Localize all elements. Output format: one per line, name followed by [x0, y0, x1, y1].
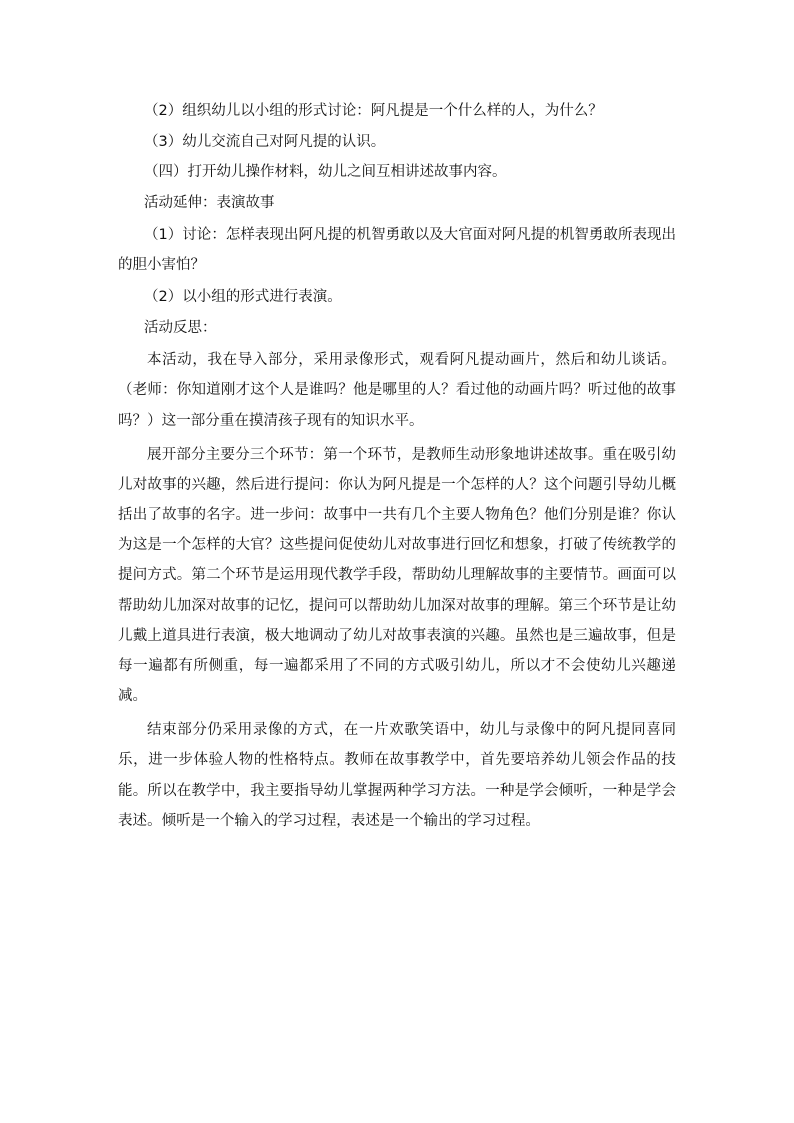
step-item-sharing: （3）幼儿交流自己对阿凡提的认识。 [144, 133, 386, 150]
reflection-paragraph-ending: 结束部分仍采用录像的方式，在一片欢歌笑语中，幼儿与录像中的阿凡提同喜同乐，进一步体验人物的性格特点。教师在故事教学中，首先要培养幼儿领会作品的技能。所以在教学中，我主要指导幼儿掌握两种学习方法。一种是学会倾听，一种是学会表述。倾听是一个输入的学习过程，表述是一个输出的学习过程。 [118, 722, 676, 829]
document-body [118, 98, 676, 840]
extension-discussion: （1）讨论：怎样表现出阿凡提的机智勇敢以及大官面对阿凡提的机智勇敢所表现出的胆小害怕？ [118, 227, 676, 274]
step-item-discussion: （2）组织幼儿以小组的形式讨论：阿凡提是一个什么样的人，为什么？ [144, 103, 603, 119]
reflection-heading: 活动反思： [144, 319, 217, 336]
reflection-paragraph-development: 展开部分主要分三个环节：第一个环节，是教师生动形象地讲述故事。重在吸引幼儿对故事的兴趣，然后进行提问：你认为阿凡提是一个怎样的人？这个问题引导幼儿概括出了故事的名字。进一步问：故事中一共有几个主要人物角色？他们分别是谁？你认为这是一个怎样的大官？这些提问促使幼儿对故事进行回忆和想象，打破了传统教学的提问方式。第二个环节是运用现代教学手段，帮助幼儿理解故事的主要情节。画面可以帮助幼儿加深对故事的记忆，提问可以帮助幼儿加深对故事的理解。第三个环节是让幼儿戴上道具进行表演，极大地调动了幼儿对故事表演的兴趣。虽然也是三遍故事，但是每一遍都有所侧重，每一遍都采用了不同的方式吸引幼儿，所以才不会使幼儿兴趣递减。 [118, 446, 676, 705]
activity-extension-heading: 活动延伸：表演故事 [144, 194, 275, 211]
step-item-materials: （四）打开幼儿操作材料，幼儿之间互相讲述故事内容。 [144, 164, 507, 180]
extension-perform: （2）以小组的形式进行表演。 [144, 289, 342, 306]
reflection-paragraph-intro: 本活动，我在导入部分，采用录像形式，观看阿凡提动画片，然后和幼儿谈话。（老师：你知道刚才这个人是谁吗？他是哪里的人？看过他的动画片吗？听过他的故事吗？）这一部分重在摸清孩子现有的知识水平。 [118, 352, 676, 429]
